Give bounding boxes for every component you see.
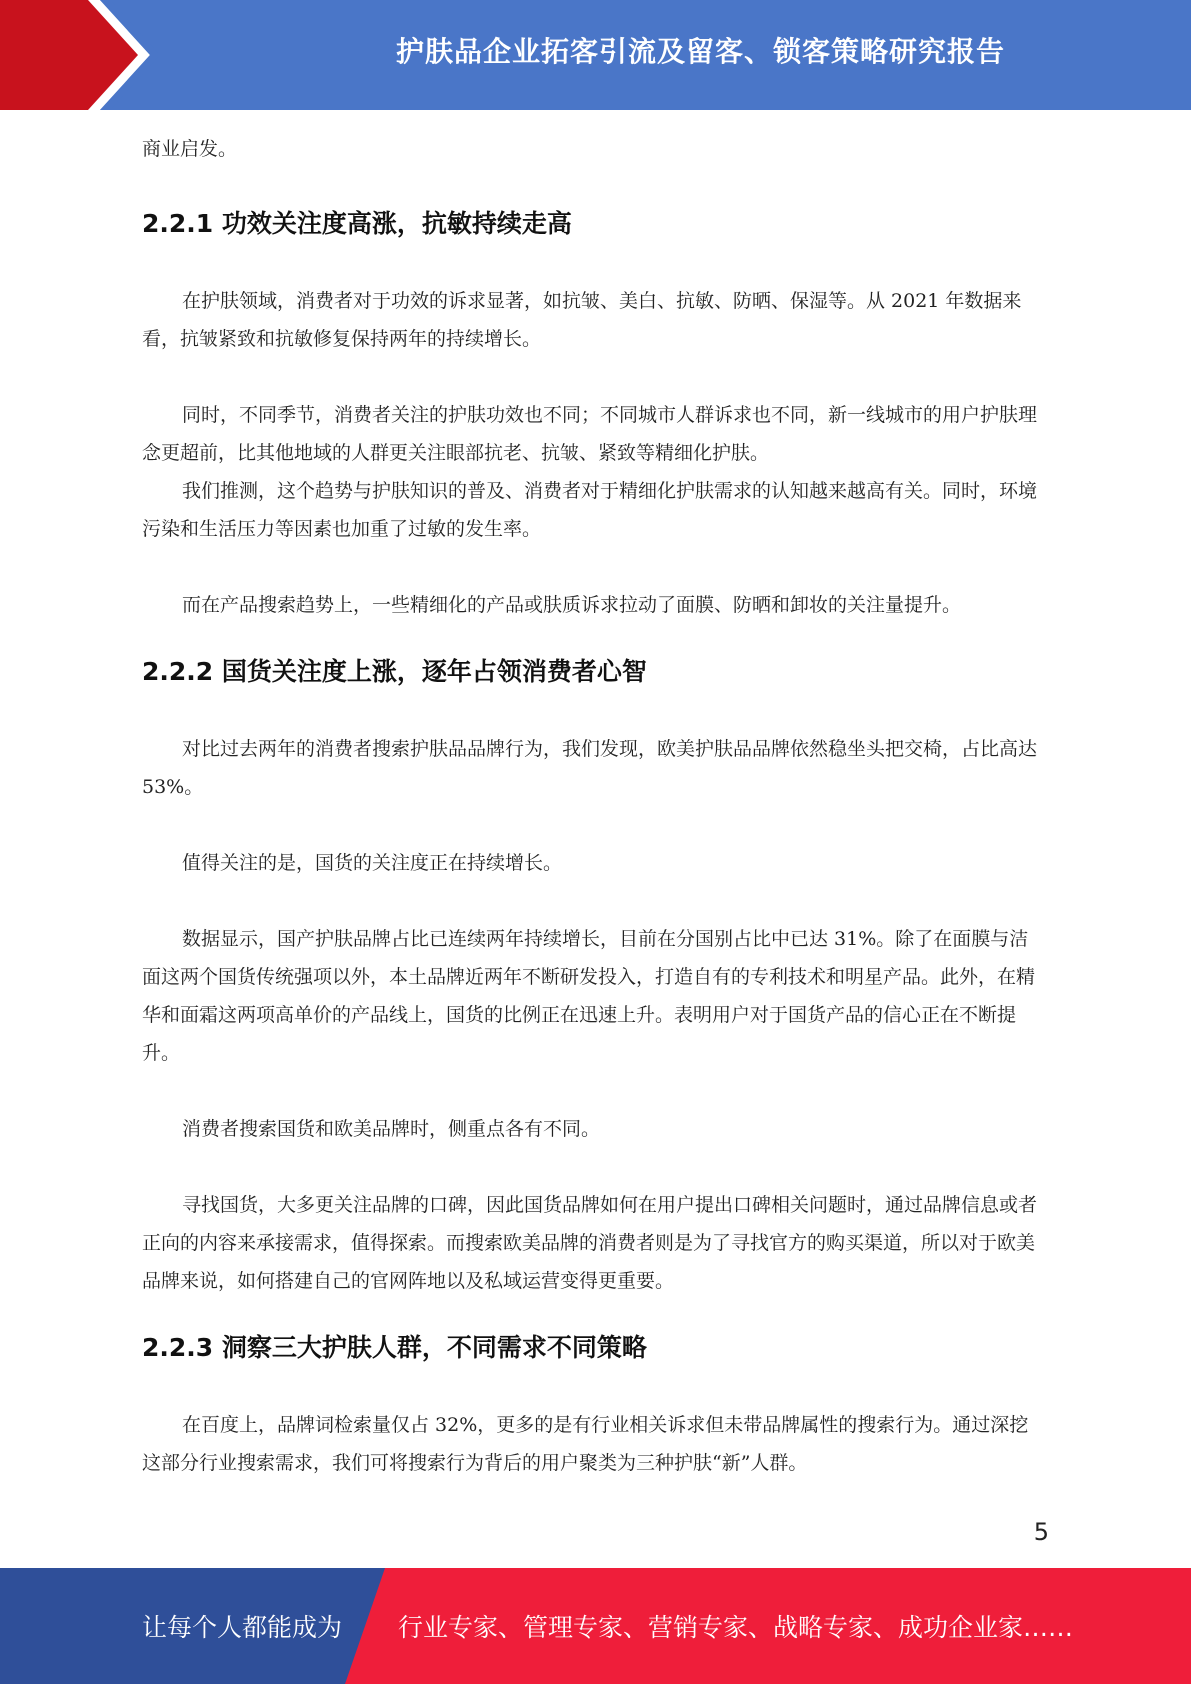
footer-slogan-left: 让每个人都能成为 <box>142 1613 343 1642</box>
paragraph: 数据显示，国产护肤品牌占比已连续两年持续增长，目前在分国别占比中已达 31%。除了在面膜与洁面这两个国货传统强项以外，本土品牌近两年不断研发投入，打造自有的专利技术和明星产品。此外，在精华和面霜这两项高单价的产品线上，国货的比例正在迅速上升。表明用户对于国货产品的信心正在不断提升。 <box>142 928 1036 1064</box>
page-header <box>0 0 1191 110</box>
paragraph: 在护肤领域，消费者对于功效的诉求显著，如抗皱、美白、抗敏、防晒、保湿等。从 2021 年数据来看，抗皱紧致和抗敏修复保持两年的持续增长。 <box>142 290 1022 350</box>
page-footer <box>0 1568 1191 1684</box>
report-title: 护肤品企业拓客引流及留客、锁客策略研究报告 <box>395 35 1005 68</box>
paragraph: 同时，不同季节，消费者关注的护肤功效也不同；不同城市人群诉求也不同，新一线城市的用户护肤理念更超前，比其他地域的人群更关注眼部抗老、抗皱、紧致等精细化护肤。 <box>142 404 1038 464</box>
paragraph: 而在产品搜索趋势上，一些精细化的产品或肤质诉求拉动了面膜、防晒和卸妆的关注量提升。 <box>182 594 962 616</box>
paragraph: 商业启发。 <box>142 138 238 160</box>
paragraph: 在百度上，品牌词检索量仅占 32%，更多的是有行业相关诉求但未带品牌属性的搜索行为。通过深挖这部分行业搜索需求，我们可将搜索行为背后的用户聚类为三种护肤“新”人群。 <box>142 1414 1029 1474</box>
footer-slogan-right: 行业专家、管理专家、营销专家、战略专家、成功企业家…… <box>398 1613 1074 1642</box>
header-chevron-decoration <box>0 0 160 110</box>
paragraph: 我们推测，这个趋势与护肤知识的普及、消费者对于精细化护肤需求的认知越来越高有关。同时，环境污染和生活压力等因素也加重了过敏的发生率。 <box>142 480 1038 540</box>
paragraph: 对比过去两年的消费者搜索护肤品品牌行为，我们发现，欧美护肤品品牌依然稳坐头把交椅，占比高达 53%。 <box>142 738 1038 798</box>
section-heading-2-2-1: 2.2.1 功效关注度高涨，抗敏持续走高 <box>142 209 572 238</box>
paragraph: 寻找国货，大多更关注品牌的口碑，因此国货品牌如何在用户提出口碑相关问题时，通过品牌信息或者正向的内容来承接需求，值得探索。而搜索欧美品牌的消费者则是为了寻找官方的购买渠道，所以对于欧美品牌来说，如何搭建自己的官网阵地以及私域运营变得更重要。 <box>142 1194 1038 1292</box>
paragraph: 消费者搜索国货和欧美品牌时，侧重点各有不同。 <box>182 1118 601 1140</box>
paragraph: 值得关注的是，国货的关注度正在持续增长。 <box>182 852 563 874</box>
page-number: 5 <box>1033 1518 1049 1546</box>
section-heading-2-2-3: 2.2.3 洞察三大护肤人群，不同需求不同策略 <box>142 1333 647 1362</box>
section-heading-2-2-2: 2.2.2 国货关注度上涨，逐年占领消费者心智 <box>142 657 647 686</box>
document-body <box>142 130 1044 1482</box>
